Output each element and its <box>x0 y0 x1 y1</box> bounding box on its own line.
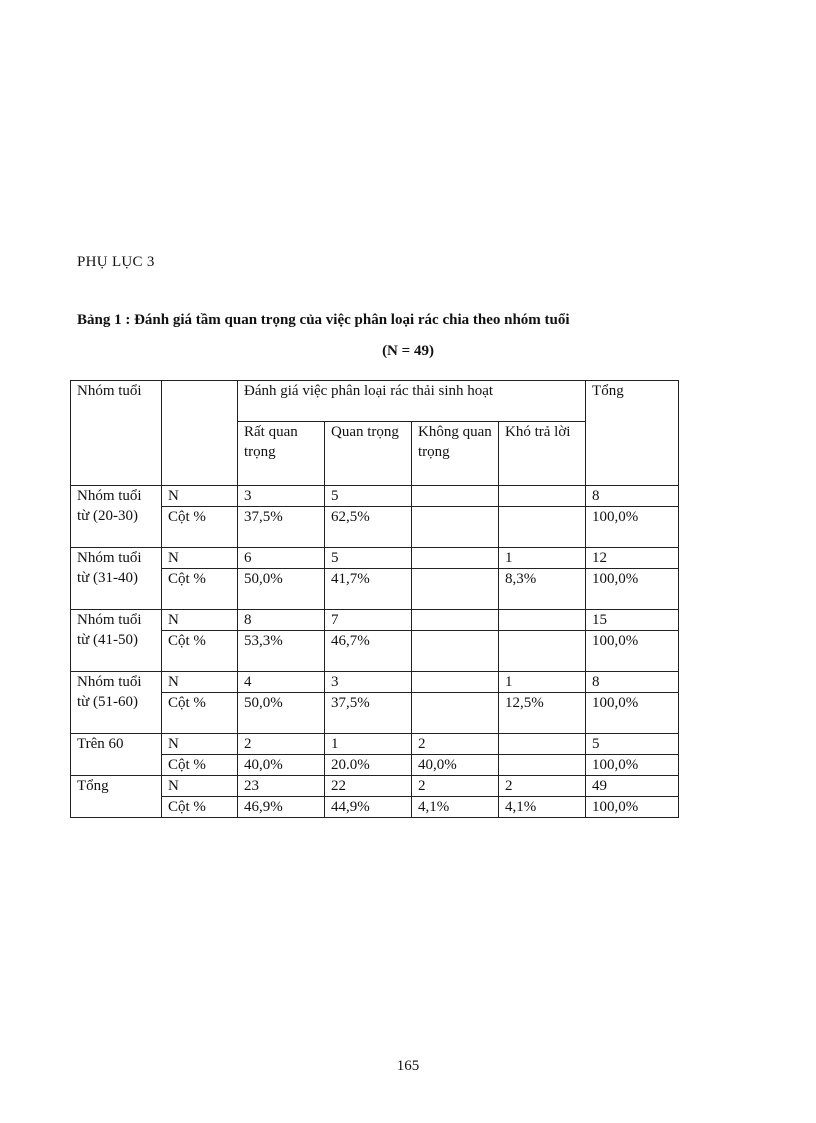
table-cell: 8 <box>586 486 679 507</box>
table-cell: 2 <box>499 776 586 797</box>
table-cell: 62,5% <box>325 507 412 548</box>
table-cell: 2 <box>412 776 499 797</box>
appendix-title: PHỤ LỤC 3 <box>77 254 155 270</box>
table-row <box>71 797 679 818</box>
table-cell: 100,0% <box>586 569 679 610</box>
header-eval: Đánh giá việc phân loại rác thải sinh hoạt <box>238 381 586 422</box>
table-cell <box>412 486 499 507</box>
table-cell: 12 <box>586 548 679 569</box>
table-cell: 4,1% <box>499 797 586 818</box>
row-measure-pct: Cột % <box>162 507 238 548</box>
table-cell: 1 <box>325 734 412 755</box>
table-cell: 100,0% <box>586 507 679 548</box>
table-cell: 53,3% <box>238 631 325 672</box>
table-cell <box>499 486 586 507</box>
table-cell <box>499 610 586 631</box>
table-cell: 40,0% <box>238 755 325 776</box>
table-cell: 22 <box>325 776 412 797</box>
table-cell <box>412 672 499 693</box>
row-group-label: Nhóm tuổi từ (41-50) <box>71 610 162 672</box>
table-cell: 46,7% <box>325 631 412 672</box>
table-cell <box>412 631 499 672</box>
row-measure-pct: Cột % <box>162 693 238 734</box>
table-cell: 6 <box>238 548 325 569</box>
subheader-hard-to-answer: Khó trả lời <box>499 422 586 486</box>
table-cell: 41,7% <box>325 569 412 610</box>
table-cell: 50,0% <box>238 693 325 734</box>
table-cell: 49 <box>586 776 679 797</box>
table-cell: 7 <box>325 610 412 631</box>
table-cell: 37,5% <box>325 693 412 734</box>
table-row <box>71 569 679 610</box>
table-cell: 100,0% <box>586 755 679 776</box>
table-row <box>71 776 679 797</box>
table-cell <box>499 755 586 776</box>
table-cell: 5 <box>586 734 679 755</box>
header-total: Tổng <box>586 381 679 486</box>
table-cell <box>412 507 499 548</box>
table-cell <box>499 507 586 548</box>
table-cell: 2 <box>412 734 499 755</box>
row-group-label: Trên 60 <box>71 734 162 776</box>
table-cell: 23 <box>238 776 325 797</box>
table-cell: 4 <box>238 672 325 693</box>
table-cell <box>499 734 586 755</box>
row-measure-n: N <box>162 776 238 797</box>
row-measure-pct: Cột % <box>162 569 238 610</box>
table-cell: 100,0% <box>586 631 679 672</box>
table-cell <box>412 693 499 734</box>
table-cell: 12,5% <box>499 693 586 734</box>
table-cell: 5 <box>325 548 412 569</box>
subheader-important: Quan trọng <box>325 422 412 486</box>
table-cell: 44,9% <box>325 797 412 818</box>
table-cell: 40,0% <box>412 755 499 776</box>
row-measure-pct: Cột % <box>162 755 238 776</box>
table-cell: 100,0% <box>586 693 679 734</box>
table-cell: 4,1% <box>412 797 499 818</box>
table-cell: 1 <box>499 548 586 569</box>
table-cell <box>412 548 499 569</box>
sample-size-text: (N = 49) <box>382 343 434 359</box>
row-group-label: Nhóm tuổi từ (31-40) <box>71 548 162 610</box>
data-table <box>70 380 679 818</box>
table-cell: 46,9% <box>238 797 325 818</box>
table-cell: 3 <box>325 672 412 693</box>
row-group-label: Tổng <box>71 776 162 818</box>
table-caption: Bảng 1 : Đánh giá tầm quan trọng của việc phân loại rác chia theo nhóm tuổi <box>77 312 570 328</box>
row-measure-n: N <box>162 610 238 631</box>
table-cell: 100,0% <box>586 797 679 818</box>
row-measure-n: N <box>162 734 238 755</box>
table-cell: 50,0% <box>238 569 325 610</box>
table-cell: 3 <box>238 486 325 507</box>
table-cell: 8 <box>238 610 325 631</box>
table-cell <box>412 569 499 610</box>
subheader-not-important: Không quan trọng <box>412 422 499 486</box>
row-measure-n: N <box>162 548 238 569</box>
table-row <box>71 631 679 672</box>
table-cell: 20.0% <box>325 755 412 776</box>
table-cell <box>412 610 499 631</box>
table-cell: 5 <box>325 486 412 507</box>
sample-size <box>0 343 816 360</box>
subheader-very-important: Rất quan trọng <box>238 422 325 486</box>
row-measure-n: N <box>162 672 238 693</box>
table-cell <box>499 631 586 672</box>
table-row <box>71 755 679 776</box>
table-row <box>71 548 679 569</box>
table-row <box>71 610 679 631</box>
table-cell: 37,5% <box>238 507 325 548</box>
table-row <box>71 486 679 507</box>
table-cell: 15 <box>586 610 679 631</box>
table-row <box>71 672 679 693</box>
row-group-label: Nhóm tuổi từ (20-30) <box>71 486 162 548</box>
header-group: Nhóm tuổi <box>71 381 162 486</box>
table-row <box>71 507 679 548</box>
table-cell: 8 <box>586 672 679 693</box>
table-cell: 8,3% <box>499 569 586 610</box>
table-cell: 2 <box>238 734 325 755</box>
table-row <box>71 693 679 734</box>
row-measure-n: N <box>162 486 238 507</box>
row-measure-pct: Cột % <box>162 631 238 672</box>
header-row-1 <box>71 381 679 422</box>
page-number: 165 <box>396 1058 420 1074</box>
header-measure <box>162 381 238 486</box>
table-cell: 1 <box>499 672 586 693</box>
row-group-label: Nhóm tuổi từ (51-60) <box>71 672 162 734</box>
table-row <box>71 734 679 755</box>
row-measure-pct: Cột % <box>162 797 238 818</box>
